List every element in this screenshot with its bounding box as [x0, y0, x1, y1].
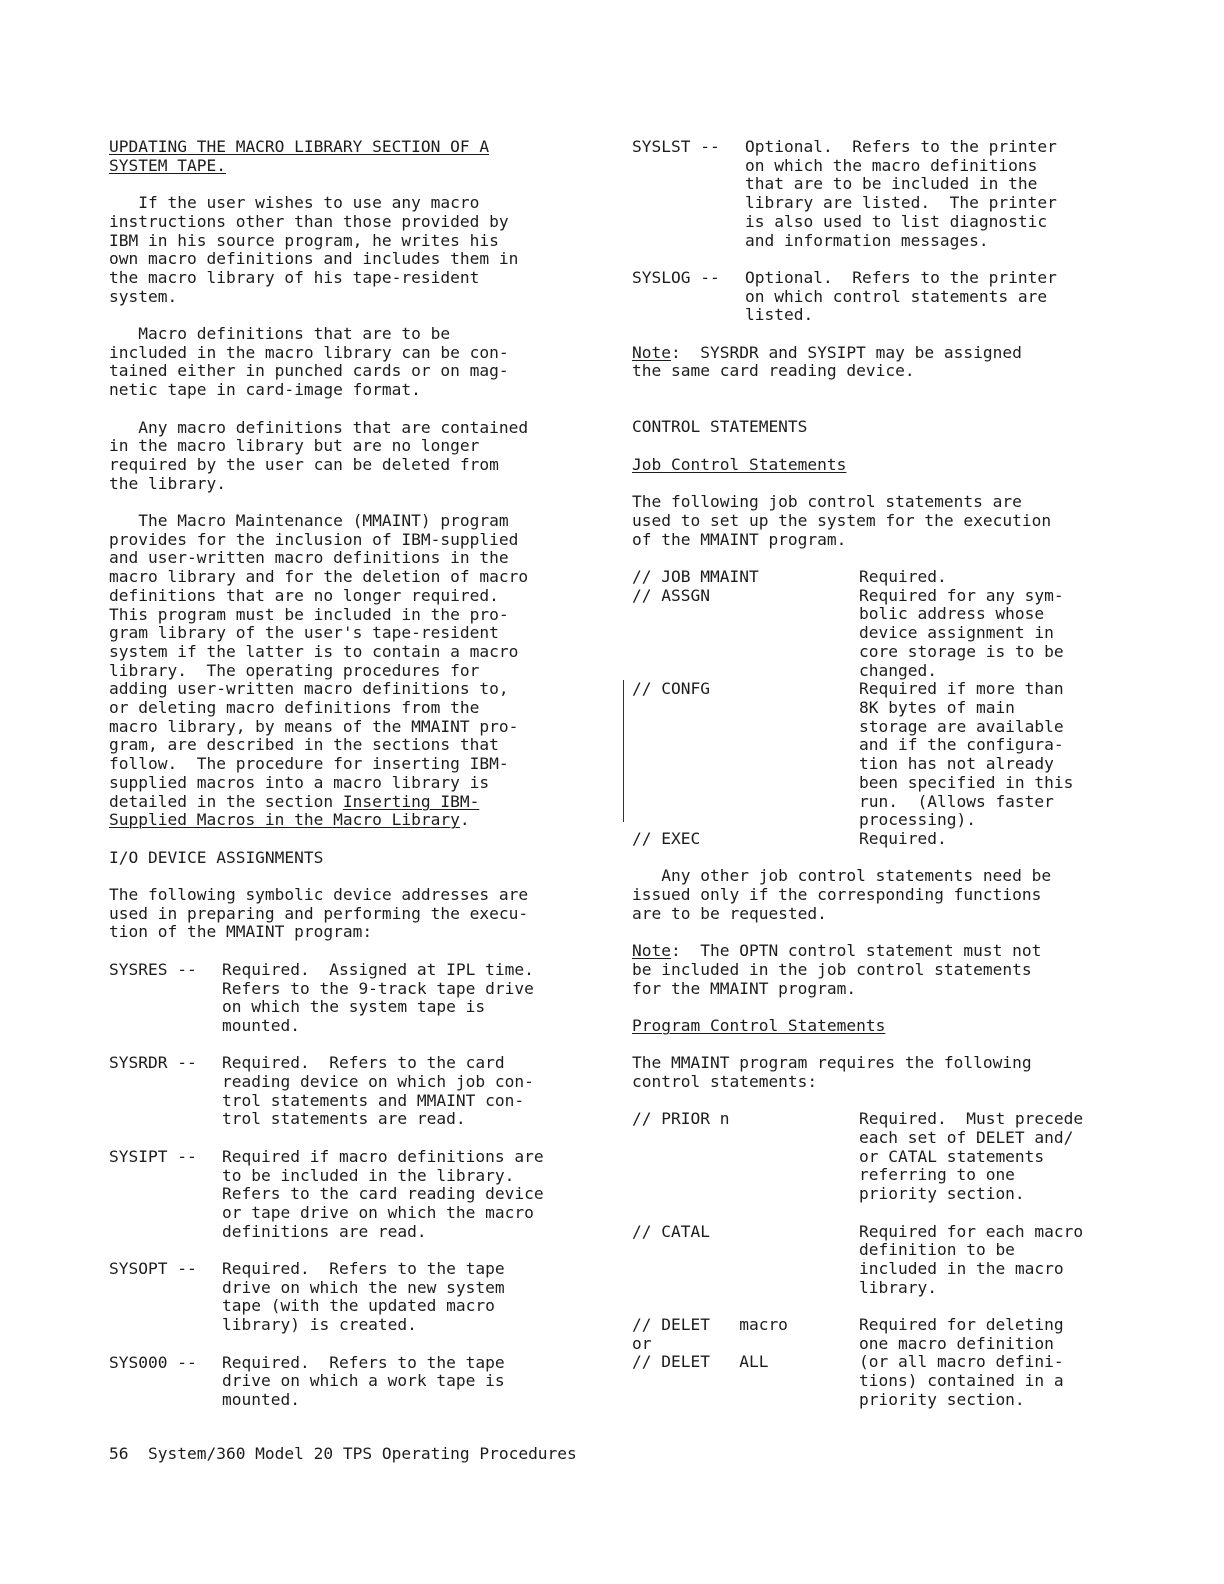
- section-heading-line-2: SYSTEM TAPE.: [109, 155, 226, 175]
- paragraph-deletion: Any macro definitions that are contained in the macro library but are no longer required by the user can be deleted from the library.: [109, 417, 529, 493]
- program-control-heading: Program Control Statements: [632, 1015, 886, 1035]
- job-statement-row: [632, 587, 1132, 681]
- note-text: : SYSRDR and SYSIPT may be assigned the same card reading device.: [632, 342, 1022, 381]
- device-description: Optional. Refers to the printer on which the macro definitions that are to be included in the library are listed. The printer is also used to list diagnostic and information messages.: [745, 137, 1057, 250]
- statement-description: Required.: [859, 828, 947, 848]
- paragraph-mmaint: [109, 512, 604, 830]
- note-optn: [632, 942, 1132, 998]
- other-job-control: Any other job control statements need be issued only if the corresponding functions are to be requested.: [632, 866, 1052, 923]
- device-name: SYSOPT --: [109, 1259, 197, 1279]
- program-statement-row: [632, 1110, 1132, 1204]
- statement-description: Required for any sym- bolic address whose device assignment in core storage is to be changed.: [859, 585, 1064, 680]
- paragraph-mmaint-text: The Macro Maintenance (MMAINT) program provides for the inclusion of IBM-supplied and user-written macro definitions in the macro library and for the deletion of macro definitions that are no longer required. This program must be included in the pro- gram library of the user's tape-resident system if the latter is to contain a macro library. The operating procedures for adding user-written macro definitions to, or deleting macro definitions from the macro library, by means of the MMAINT pro- gram, are described in the sections that follow. The procedure for inserting IBM- supplied macros into a macro library is detailed in the section: [109, 511, 529, 811]
- device-entry: [109, 1148, 604, 1242]
- device-entry: [109, 961, 604, 1036]
- statement-code: // ASSGN: [632, 585, 710, 605]
- device-description: Required. Refers to the tape drive on which a work tape is mounted.: [222, 1352, 505, 1409]
- program-statement-row: [632, 1223, 1132, 1298]
- note-label: Note: [632, 941, 671, 961]
- device-name: SYSIPT --: [109, 1146, 197, 1166]
- statement-code: // CONFG: [632, 679, 710, 699]
- note-device-sharing: [632, 344, 1132, 381]
- device-description: Required if macro definitions are to be included in the library. Refers to the card reading device or tape drive on which the macro definitions are read.: [222, 1146, 544, 1241]
- device-entry: [109, 1260, 604, 1335]
- device-entry: [632, 269, 1132, 325]
- section-heading-line-1: UPDATING THE MACRO LIBRARY SECTION OF A: [109, 137, 490, 156]
- io-heading: I/O DEVICE ASSIGNMENTS: [109, 847, 324, 867]
- device-entry: [109, 1354, 604, 1410]
- job-control-intro: The following job control statements are used to set up the system for the execution of the MMAINT program.: [632, 492, 1052, 549]
- page-footer: 56 System/360 Model 20 TPS Operating Procedures: [109, 1444, 577, 1463]
- job-statement-row: [632, 830, 1132, 849]
- statement-code: // JOB MMAINT: [632, 567, 759, 587]
- device-description: Required. Assigned at IPL time. Refers to the 9-track tape drive on which the system tape is mounted.: [222, 959, 534, 1035]
- revision-bar: [623, 680, 624, 822]
- device-entry: [632, 138, 1132, 250]
- device-name: SYSLOG --: [632, 267, 720, 287]
- job-statement-row: [632, 568, 1132, 587]
- section-reference-link[interactable]: Inserting IBM-: [342, 791, 480, 811]
- statement-description: Required if more than 8K bytes of main storage are available and if the configura- tion has not already been specified in this run. (Allows faster processing).: [859, 679, 1074, 830]
- statement-code: // EXEC: [632, 828, 701, 848]
- io-intro: The following symbolic device addresses are used in preparing and performing the execu- tion of the MMAINT program:: [109, 885, 529, 942]
- statement-description: Required for deleting one macro definition (or all macro defini- tions) contained in a priority section.: [859, 1315, 1064, 1409]
- device-description: Required. Refers to the tape drive on which the new system tape (with the updated macro library) is created.: [222, 1259, 505, 1335]
- program-statement-row: [632, 1316, 1132, 1410]
- device-name: SYSRDR --: [109, 1053, 197, 1073]
- job-control-heading: Job Control Statements: [632, 454, 847, 474]
- statement-description: Required. Must precede each set of DELET and/ or CATAL statements referring to one priority section.: [859, 1109, 1084, 1204]
- device-name: SYSLST --: [632, 137, 720, 156]
- paragraph-intro: If the user wishes to use any macro instructions other than those provided by IBM in his source program, he writes his own macro definitions and includes them in the macro library of his tape-resident system.: [109, 193, 519, 306]
- device-description: Optional. Refers to the printer on which control statements are listed.: [745, 267, 1057, 325]
- statement-code: // CATAL: [632, 1221, 710, 1241]
- statement-code: // DELET macro or // DELET ALL: [632, 1315, 788, 1372]
- device-name: SYSRES --: [109, 959, 197, 979]
- statement-description: Required.: [859, 567, 947, 587]
- left-column: [109, 138, 604, 1410]
- program-control-intro: The MMAINT program requires the following control statements:: [632, 1053, 1032, 1091]
- period: .: [459, 810, 470, 830]
- paragraph-macro-definitions: Macro definitions that are to be included in the macro library can be con- tained either in punched cards or on mag- netic tape in card-image format.: [109, 324, 509, 400]
- statement-description: Required for each macro definition to be included in the macro library.: [859, 1221, 1084, 1297]
- control-statements-heading: CONTROL STATEMENTS: [632, 417, 808, 437]
- section-reference-link-cont[interactable]: Supplied Macros in the Macro Library: [109, 810, 460, 830]
- statement-code: // PRIOR n: [632, 1109, 730, 1129]
- device-entry: [109, 1054, 604, 1129]
- job-statement-row: [632, 680, 1132, 830]
- device-description: Required. Refers to the card reading device on which job con- trol statements and MMAINT con- trol statements are read.: [222, 1053, 534, 1129]
- device-name: SYS000 --: [109, 1352, 197, 1372]
- right-column: [632, 138, 1132, 1410]
- note-label: Note: [632, 342, 671, 362]
- note-text: : The OPTN control statement must not be included in the job control statements for the MMAINT program.: [632, 941, 1042, 998]
